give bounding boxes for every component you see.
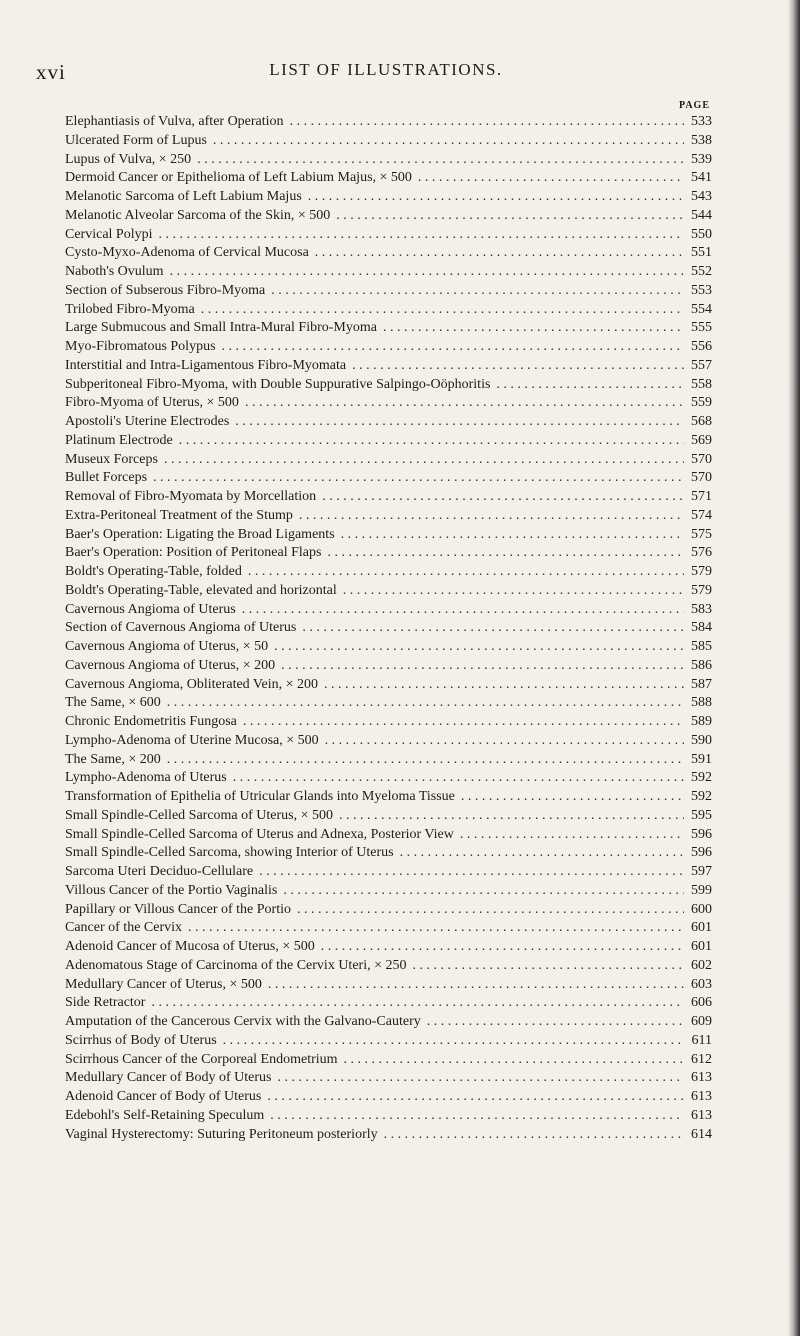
list-item <box>65 657 712 676</box>
dot-leader <box>427 1013 684 1032</box>
list-item <box>65 1032 712 1051</box>
dot-leader <box>400 844 684 863</box>
entry-title: Small Spindle-Celled Sarcoma of Uterus, × 500 <box>65 807 334 823</box>
list-item <box>65 769 712 788</box>
entry-title: Extra-Peritoneal Treatment of the Stump <box>65 507 293 523</box>
entry-page-number: 611 <box>691 1032 712 1048</box>
entry-page-number: 602 <box>691 957 712 973</box>
list-item <box>65 263 712 282</box>
entry-page-number: 570 <box>691 470 712 486</box>
dot-leader <box>315 244 684 263</box>
list-item <box>65 432 712 451</box>
dot-leader <box>322 488 684 507</box>
entry-page-number: 552 <box>691 264 712 279</box>
dot-leader <box>159 226 685 245</box>
entry-title: Cavernous Angioma of Uterus, × 50 <box>65 639 269 654</box>
entry-page-number: 601 <box>691 920 712 936</box>
dot-leader <box>188 919 684 938</box>
entry-title: Chronic Endometritis Fungosa <box>65 714 237 729</box>
entry-title: Cavernous Angioma of Uterus <box>65 601 236 617</box>
dot-leader <box>167 751 684 770</box>
entry-page-number: 554 <box>691 301 712 317</box>
entry-title: The Same, × 200 <box>65 751 161 767</box>
list-item <box>65 788 712 807</box>
dot-leader <box>297 901 684 920</box>
entry-title: Adenoid Cancer of Mucosa of Uterus, × 500 <box>65 939 315 954</box>
entry-title: Medullary Cancer of Body of Uterus <box>65 1070 272 1086</box>
list-item <box>65 226 712 245</box>
dot-leader <box>235 413 684 432</box>
dot-leader <box>339 807 684 826</box>
entry-title: Boldt's Operating-Table, elevated and horizontal <box>65 582 337 598</box>
dot-leader <box>167 694 684 713</box>
dot-leader <box>233 769 684 788</box>
list-item <box>65 844 712 863</box>
entry-title: Papillary or Villous Cancer of the Portio <box>65 901 291 917</box>
entry-title: Cavernous Angioma, Obliterated Vein, × 200 <box>65 676 318 692</box>
dot-leader <box>248 563 684 582</box>
entry-title: Amputation of the Cancerous Cervix with the Galvano-Cautery <box>65 1014 421 1029</box>
entry-title: Sarcoma Uteri Deciduo-Cellulare <box>65 864 254 879</box>
entry-page-number: 574 <box>691 507 712 523</box>
entry-page-number: 601 <box>691 939 712 954</box>
entry-page-number: 558 <box>691 376 712 392</box>
dot-leader <box>460 826 684 845</box>
page-edge-shadow <box>788 0 800 1336</box>
dot-leader <box>418 169 684 188</box>
dot-leader <box>213 132 684 151</box>
list-item <box>65 826 712 845</box>
list-item <box>65 994 712 1013</box>
dot-leader <box>344 1051 684 1070</box>
list-item <box>65 113 712 132</box>
list-item <box>65 1013 712 1032</box>
entry-page-number: 585 <box>691 639 712 654</box>
entry-page-number: 553 <box>691 282 712 298</box>
entry-page-number: 589 <box>691 714 712 729</box>
entry-page-number: 557 <box>691 357 712 373</box>
entry-title: Side Retractor <box>65 995 146 1011</box>
dot-leader <box>267 1088 684 1107</box>
list-item <box>65 469 712 488</box>
entry-title: Small Spindle-Celled Sarcoma, showing Interior of Uterus <box>65 845 394 861</box>
page-number: xvi <box>36 60 66 84</box>
dot-leader <box>268 976 684 995</box>
dot-leader <box>412 957 684 976</box>
dot-leader <box>259 863 684 882</box>
list-item <box>65 582 712 601</box>
entry-title: Ulcerated Form of Lupus <box>65 132 207 148</box>
entry-page-number: 568 <box>691 414 712 429</box>
entry-title: Museux Forceps <box>65 451 158 467</box>
running-title: LIST OF ILLUSTRATIONS. <box>269 60 503 79</box>
entry-title: Small Spindle-Celled Sarcoma of Uterus and Adnexa, Posterior View <box>65 826 454 842</box>
entry-page-number: 591 <box>691 751 712 767</box>
dot-leader <box>281 657 684 676</box>
entry-page-number: 606 <box>691 995 712 1011</box>
entry-title: Apostoli's Uterine Electrodes <box>65 414 230 429</box>
list-item <box>65 882 712 901</box>
entry-page-number: 603 <box>691 976 712 992</box>
entry-page-number: 586 <box>691 657 712 673</box>
entry-page-number: 579 <box>691 564 712 579</box>
entry-title: Myo-Fibromatous Polypus <box>65 339 216 354</box>
list-item <box>65 244 712 263</box>
entry-page-number: 599 <box>691 882 712 898</box>
list-item <box>65 957 712 976</box>
list-item <box>65 732 712 751</box>
entry-page-number: 541 <box>691 170 712 186</box>
entry-page-number: 595 <box>691 807 712 823</box>
entry-page-number: 612 <box>691 1051 712 1067</box>
entry-page-number: 587 <box>691 676 712 692</box>
list-item <box>65 319 712 338</box>
list-item <box>65 751 712 770</box>
list-item <box>65 713 712 732</box>
list-item <box>65 901 712 920</box>
entry-page-number: 556 <box>691 339 712 354</box>
entry-title: Scirrhous Cancer of the Corporeal Endometrium <box>65 1051 338 1067</box>
list-item <box>65 357 712 376</box>
list-item <box>65 976 712 995</box>
list-item <box>65 282 712 301</box>
entry-page-number: 571 <box>691 489 712 504</box>
entry-title: Section of Subserous Fibro-Myoma <box>65 282 266 298</box>
illustrations-list <box>65 113 712 1144</box>
list-item <box>65 1051 712 1070</box>
entry-page-number: 614 <box>691 1126 712 1142</box>
dot-leader <box>308 188 684 207</box>
list-item <box>65 1126 712 1145</box>
list-item <box>65 807 712 826</box>
list-item <box>65 863 712 882</box>
entry-title: Medullary Cancer of Uterus, × 500 <box>65 976 262 992</box>
list-item <box>65 601 712 620</box>
entry-title: Removal of Fibro-Myomata by Morcellation <box>65 489 317 504</box>
dot-leader <box>197 151 684 170</box>
list-item <box>65 563 712 582</box>
dot-leader <box>341 526 684 545</box>
entry-title: Naboth's Ovulum <box>65 264 164 279</box>
entry-title: Fibro-Myoma of Uterus, × 500 <box>65 395 239 411</box>
entry-page-number: 596 <box>691 826 712 842</box>
entry-title: Boldt's Operating-Table, folded <box>65 564 242 579</box>
entry-title: Villous Cancer of the Portio Vaginalis <box>65 882 278 898</box>
dot-leader <box>164 451 684 470</box>
entry-page-number: 583 <box>691 601 712 617</box>
dot-leader <box>302 619 684 638</box>
dot-leader <box>290 113 684 132</box>
dot-leader <box>201 301 684 320</box>
dot-leader <box>277 1069 684 1088</box>
entry-title: Melanotic Alveolar Sarcoma of the Skin, × 500 <box>65 207 331 223</box>
dot-leader <box>242 601 684 620</box>
entry-page-number: 570 <box>691 451 712 467</box>
list-item <box>65 938 712 957</box>
entry-title: Platinum Electrode <box>65 432 173 448</box>
page-header <box>36 60 736 90</box>
list-item <box>65 676 712 695</box>
dot-leader <box>170 263 684 282</box>
entry-page-number: 579 <box>691 582 712 598</box>
entry-page-number: 613 <box>691 1070 712 1086</box>
dot-leader <box>325 732 684 751</box>
list-item <box>65 1069 712 1088</box>
dot-leader <box>179 432 684 451</box>
dot-leader <box>496 376 684 395</box>
dot-leader <box>283 882 684 901</box>
entry-title: Lympho-Adenoma of Uterus <box>65 770 227 786</box>
list-item <box>65 488 712 507</box>
list-item <box>65 376 712 395</box>
entry-page-number: 590 <box>691 732 712 748</box>
dot-leader <box>151 994 684 1013</box>
dot-leader <box>222 338 684 357</box>
entry-title: Lympho-Adenoma of Uterine Mucosa, × 500 <box>65 732 319 748</box>
entry-title: Cancer of the Cervix <box>65 920 183 936</box>
entry-title: Vaginal Hysterectomy: Suturing Peritoneum posteriorly <box>65 1126 378 1142</box>
entry-page-number: 559 <box>691 395 712 411</box>
entry-page-number: 533 <box>691 114 712 129</box>
entry-page-number: 551 <box>691 245 712 261</box>
entry-page-number: 550 <box>691 226 712 242</box>
entry-title: Interstitial and Intra-Ligamentous Fibro-Myomata <box>65 357 347 373</box>
list-item <box>65 526 712 545</box>
entry-title: Lupus of Vulva, × 250 <box>65 151 192 167</box>
entry-page-number: 543 <box>691 189 712 204</box>
dot-leader <box>274 638 684 657</box>
entry-title: Transformation of Epithelia of Utricular Glands into Myeloma Tissue <box>65 789 455 804</box>
list-item <box>65 619 712 638</box>
entry-page-number: 538 <box>691 132 712 148</box>
list-item <box>65 151 712 170</box>
entry-title: Edebohl's Self-Retaining Speculum <box>65 1107 265 1123</box>
entry-page-number: 596 <box>691 845 712 861</box>
entry-page-number: 600 <box>691 901 712 917</box>
entry-page-number: 597 <box>691 864 712 879</box>
list-item <box>65 132 712 151</box>
dot-leader <box>245 394 684 413</box>
entry-page-number: 544 <box>691 207 712 223</box>
list-item <box>65 207 712 226</box>
entry-page-number: 576 <box>691 545 712 561</box>
dot-leader <box>243 713 684 732</box>
list-item <box>65 338 712 357</box>
list-item <box>65 169 712 188</box>
dot-leader <box>352 357 684 376</box>
dot-leader <box>336 207 684 226</box>
entry-page-number: 584 <box>691 620 712 636</box>
dot-leader <box>223 1032 684 1051</box>
dot-leader <box>324 676 684 695</box>
list-item <box>65 638 712 657</box>
entry-title: Scirrhus of Body of Uterus <box>65 1032 217 1048</box>
dot-leader <box>271 282 684 301</box>
entry-title: The Same, × 600 <box>65 695 161 711</box>
list-item <box>65 301 712 320</box>
list-item <box>65 1107 712 1126</box>
dot-leader <box>270 1107 684 1126</box>
entry-page-number: 539 <box>691 151 712 167</box>
list-item <box>65 507 712 526</box>
entry-title: Cavernous Angioma of Uterus, × 200 <box>65 657 276 673</box>
entry-page-number: 555 <box>691 320 712 336</box>
dot-leader <box>299 507 684 526</box>
entry-title: Section of Cavernous Angioma of Uterus <box>65 620 297 636</box>
list-item <box>65 1088 712 1107</box>
entry-title: Adenoid Cancer of Body of Uterus <box>65 1089 262 1104</box>
entry-title: Subperitoneal Fibro-Myoma, with Double Suppurative Salpingo-Oöphoritis <box>65 376 491 392</box>
list-item <box>65 394 712 413</box>
entry-title: Trilobed Fibro-Myoma <box>65 301 195 317</box>
list-item <box>65 919 712 938</box>
entry-page-number: 613 <box>691 1107 712 1123</box>
entry-title: Elephantiasis of Vulva, after Operation <box>65 114 284 129</box>
dot-leader <box>384 1126 684 1145</box>
entry-title: Melanotic Sarcoma of Left Labium Majus <box>65 189 302 204</box>
entry-page-number: 609 <box>691 1014 712 1029</box>
dot-leader <box>461 788 684 807</box>
entry-title: Baer's Operation: Position of Peritoneal Flaps <box>65 545 322 561</box>
list-item <box>65 451 712 470</box>
entry-title: Adenomatous Stage of Carcinoma of the Cervix Uteri, × 250 <box>65 957 407 973</box>
entry-title: Large Submucous and Small Intra-Mural Fibro-Myoma <box>65 320 377 336</box>
list-item <box>65 188 712 207</box>
entry-page-number: 592 <box>691 770 712 786</box>
entry-title: Cysto-Myxo-Adenoma of Cervical Mucosa <box>65 245 309 261</box>
list-item <box>65 544 712 563</box>
entry-page-number: 569 <box>691 432 712 448</box>
dot-leader <box>321 938 684 957</box>
list-item <box>65 694 712 713</box>
entry-title: Dermoid Cancer or Epithelioma of Left Labium Majus, × 500 <box>65 170 412 186</box>
entry-page-number: 588 <box>691 695 712 711</box>
page-column-heading: PAGE <box>678 100 710 111</box>
entry-title: Bullet Forceps <box>65 470 148 486</box>
entry-title: Baer's Operation: Ligating the Broad Ligaments <box>65 526 335 542</box>
dot-leader <box>327 544 684 563</box>
entry-page-number: 575 <box>691 526 712 542</box>
dot-leader <box>343 582 684 601</box>
entry-page-number: 592 <box>691 789 712 804</box>
dot-leader <box>383 319 684 338</box>
entry-title: Cervical Polypi <box>65 226 153 242</box>
entry-page-number: 613 <box>691 1089 712 1104</box>
list-item <box>65 413 712 432</box>
dot-leader <box>153 469 684 488</box>
